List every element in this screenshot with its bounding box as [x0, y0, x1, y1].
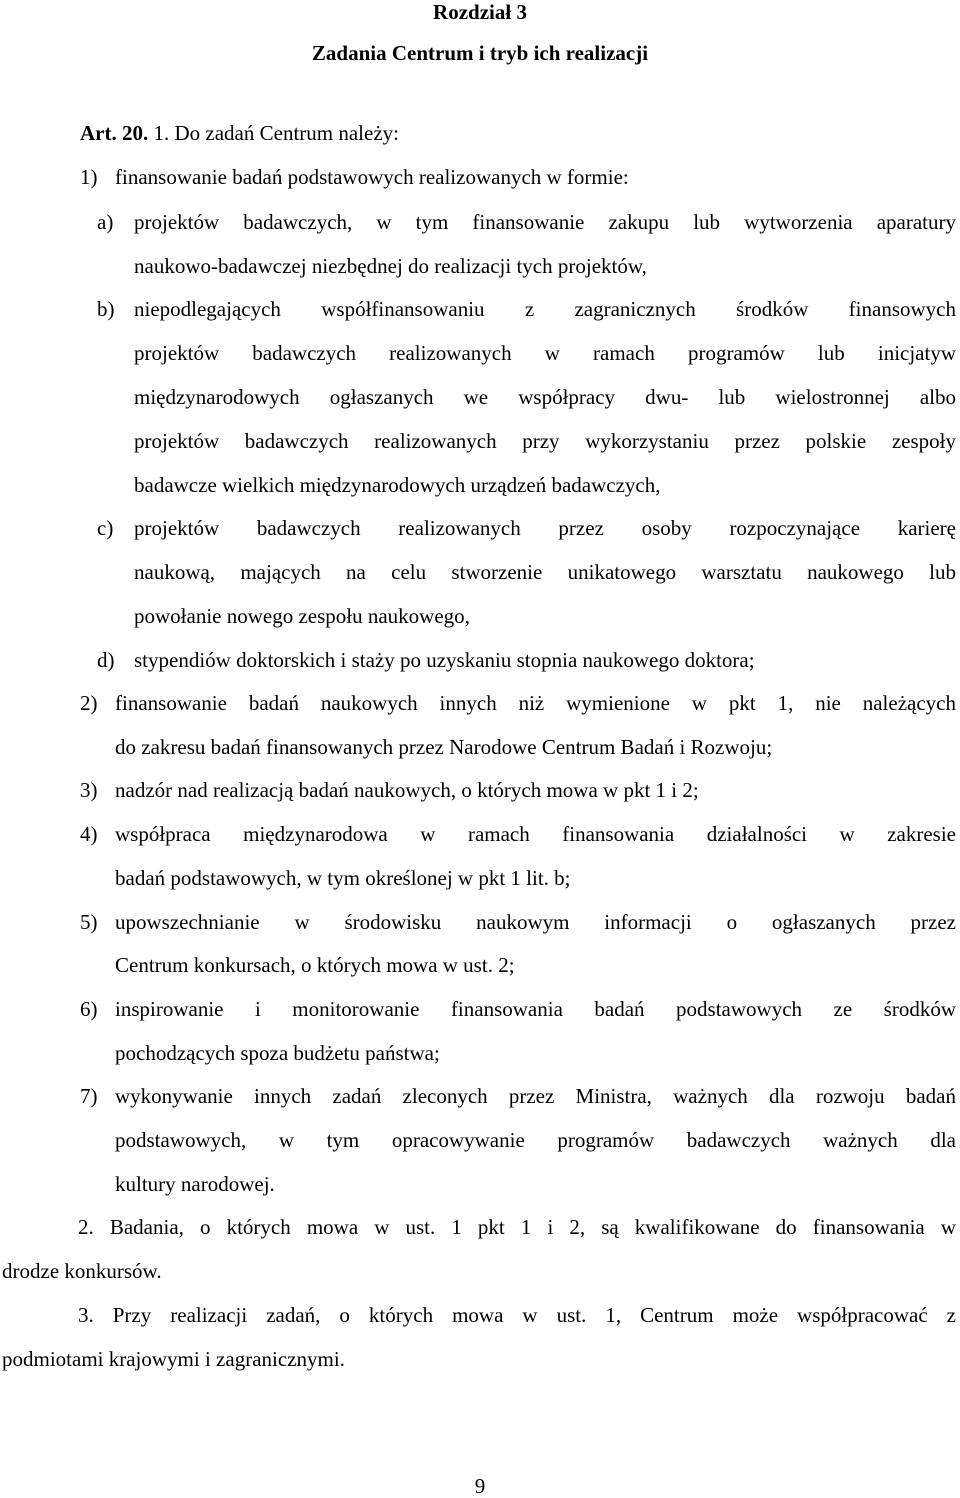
item-1c-line-2: naukową, mających na celu stworzenie unikatowego warsztatu naukowego lub: [134, 560, 956, 584]
paragraph-3-line-2: podmiotami krajowymi i zagranicznymi.: [2, 1347, 345, 1371]
chapter-title: Rozdział 3: [433, 0, 527, 24]
item-1b-line-5: badawcze wielkich międzynarodowych urządzeń badawczych,: [134, 473, 661, 497]
item-1a-letter: a): [97, 210, 114, 234]
article-intro-line: [80, 123, 399, 144]
item-6-line-2: pochodzących spoza budżetu państwa;: [115, 1041, 440, 1065]
paragraph-2-line-1: 2. Badania, o których mowa w ust. 1 pkt 1 i 2, są kwalifikowane do finansowania w: [78, 1215, 956, 1239]
item-6-line-1: inspirowanie i monitorowanie finansowania badań podstawowych ze środków: [115, 997, 956, 1021]
item-5-line-2: Centrum konkursach, o których mowa w ust. 2;: [115, 953, 515, 977]
item-1c-line-3: powołanie nowego zespołu naukowego,: [134, 604, 470, 628]
item-4-line-2: badań podstawowych, w tym określonej w pkt 1 lit. b;: [115, 866, 571, 890]
item-4-number: 4): [80, 822, 98, 846]
item-1c-letter: c): [97, 516, 114, 540]
item-7-line-3: kultury narodowej.: [115, 1172, 275, 1196]
paragraph-2-line-2: drodze konkursów.: [2, 1259, 162, 1283]
chapter-subtitle: Zadania Centrum i tryb ich realizacji: [311, 41, 649, 65]
item-7-number: 7): [80, 1084, 98, 1108]
item-4-line-1: współpraca międzynarodowa w ramach finansowania działalności w zakresie: [115, 822, 956, 846]
item-1d-line-1: stypendiów doktorskich i staży po uzyskaniu stopnia naukowego doktora;: [134, 648, 755, 672]
item-2-number: 2): [80, 691, 98, 715]
item-1-text: finansowanie badań podstawowych realizowanych w formie:: [115, 165, 629, 189]
item-1b-line-3: międzynarodowych ogłaszanych we współpracy dwu- lub wielostronnej albo: [134, 385, 956, 409]
item-7-line-2: podstawowych, w tym opracowywanie programów badawczych ważnych dla: [115, 1128, 956, 1152]
item-1a-line-2: naukowo-badawczej niezbędnej do realizacji tych projektów,: [134, 254, 647, 278]
item-3-number: 3): [80, 778, 98, 802]
item-1c-line-1: projektów badawczych realizowanych przez osoby rozpoczynające karierę: [134, 516, 956, 540]
article-intro-text: 1. Do zadań Centrum należy:: [153, 121, 399, 145]
item-5-line-1: upowszechnianie w środowisku naukowym informacji o ogłaszanych przez: [115, 910, 956, 934]
item-5-number: 5): [80, 910, 98, 934]
item-2-line-1: finansowanie badań naukowych innych niż wymienione w pkt 1, nie należących: [115, 691, 956, 715]
item-1-number: 1): [80, 165, 98, 189]
item-1b-line-2: projektów badawczych realizowanych w ramach programów lub inicjatyw: [134, 341, 956, 365]
item-2-line-2: do zakresu badań finansowanych przez Narodowe Centrum Badań i Rozwoju;: [115, 735, 773, 759]
item-3-line-1: nadzór nad realizacją badań naukowych, o których mowa w pkt 1 i 2;: [115, 778, 699, 802]
item-6-number: 6): [80, 997, 98, 1021]
page-number: 9: [474, 1474, 486, 1498]
item-1d-letter: d): [97, 648, 115, 672]
item-1b-line-1: niepodlegających współfinansowaniu z zagranicznych środków finansowych: [134, 297, 956, 321]
item-7-line-1: wykonywanie innych zadań zleconych przez Ministra, ważnych dla rozwoju badań: [115, 1084, 956, 1108]
item-1b-line-4: projektów badawczych realizowanych przy wykorzystaniu przez polskie zespoły: [134, 429, 956, 453]
article-label: Art. 20.: [80, 121, 149, 145]
item-1b-letter: b): [97, 297, 115, 321]
item-1a-line-1: projektów badawczych, w tym finansowanie zakupu lub wytworzenia aparatury: [134, 210, 956, 234]
paragraph-3-line-1: 3. Przy realizacji zadań, o których mowa w ust. 1, Centrum może współpracować z: [78, 1303, 956, 1327]
